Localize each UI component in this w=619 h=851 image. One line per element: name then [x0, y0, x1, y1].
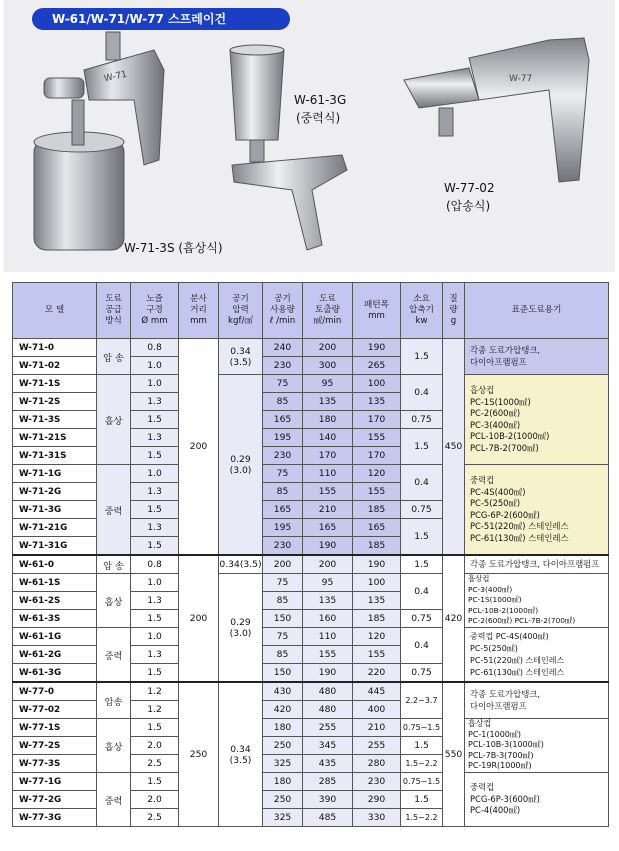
table-row [13, 375, 609, 393]
nozzle-cell: 1.0 [131, 574, 179, 592]
header-feed: 도료 공급 방식 [97, 283, 131, 339]
model-cell: W-61-1S [13, 574, 97, 592]
gun-body-label-w77: W-77 [509, 74, 533, 84]
nozzle-cell: 1.3 [131, 483, 179, 501]
pattern-cell: 185 [353, 537, 401, 556]
container-cell: 각종 도료가압탱크, 다이아프램펌프 [465, 682, 609, 719]
compressor-cell: 0.75 [401, 411, 443, 429]
pattern-cell: 280 [353, 755, 401, 773]
output-cell: 95 [303, 375, 353, 393]
nozzle-cell: 2.5 [131, 755, 179, 773]
weight-cell: 450 [443, 339, 465, 556]
container-cell: 중력컵 PCG-6P-3(600㎖) PC-4(400㎖) [465, 773, 609, 827]
air-cell: 150 [263, 610, 303, 628]
container-cell: 중력컵 PC-4S(400㎖) PC-5(250㎖) PCG-6P-2(600㎖) PC-51(220㎖) 스테인레스 PC-61(130㎖) 스테인레스 [465, 465, 609, 556]
spray-gun-w71-image [14, 30, 214, 260]
table-row [13, 682, 609, 701]
output-cell: 165 [303, 519, 353, 537]
compressor-cell: 0.4 [401, 574, 443, 610]
caption-w77-line2: (압송식) [446, 199, 491, 213]
output-cell: 155 [303, 483, 353, 501]
table-row [13, 628, 609, 646]
pattern-cell: 120 [353, 628, 401, 646]
container-cell: 중력컵 PC-4S(400㎖) PC-5(250㎖) PC-51(220㎖) 스테인레스 PC-61(130㎖) 스테인레스 [465, 628, 609, 683]
pattern-cell: 445 [353, 682, 401, 701]
pressure-cell: 0.29 (3.0) [219, 574, 263, 683]
pattern-cell: 400 [353, 701, 401, 719]
pattern-cell: 230 [353, 773, 401, 791]
nozzle-cell: 1.5 [131, 719, 179, 737]
nozzle-cell: 1.5 [131, 773, 179, 791]
compressor-cell: 0.75~1.5 [401, 719, 443, 737]
output-cell: 140 [303, 429, 353, 447]
nozzle-cell: 1.5 [131, 664, 179, 683]
air-cell: 85 [263, 592, 303, 610]
compressor-cell: 1.5 [401, 555, 443, 574]
nozzle-cell: 2.0 [131, 737, 179, 755]
container-cell: 흡상컵 PC-1(1000㎖) PCL-10B-3(1000㎖) PCL-7B-3(700㎖) PC-19R(1000㎖) [465, 719, 609, 773]
nozzle-cell: 1.3 [131, 592, 179, 610]
header-air: 공기 사용량 ℓ /min [263, 283, 303, 339]
container-cell: 각종 도료가압탱크, 다이아프램펌프 [465, 555, 609, 574]
model-cell: W-77-02 [13, 701, 97, 719]
header-weight: 질 량 g [443, 283, 465, 339]
pressure-cell: 0.29 (3.0) [219, 375, 263, 556]
nozzle-cell: 1.0 [131, 375, 179, 393]
nozzle-cell: 1.5 [131, 610, 179, 628]
table-row [13, 574, 609, 592]
pattern-cell: 190 [353, 555, 401, 574]
caption-w61-line2: (중력식) [296, 111, 341, 125]
model-cell: W-71-31G [13, 537, 97, 556]
compressor-cell: 1.5 [401, 519, 443, 556]
nozzle-cell: 1.2 [131, 682, 179, 701]
table-row [13, 719, 609, 737]
weight-cell: 550 [443, 682, 465, 827]
output-cell: 190 [303, 537, 353, 556]
air-cell: 75 [263, 465, 303, 483]
model-cell: W-71-1S [13, 375, 97, 393]
air-cell: 180 [263, 719, 303, 737]
pattern-cell: 155 [353, 483, 401, 501]
compressor-cell: 1.5~2.2 [401, 755, 443, 773]
nozzle-cell: 0.8 [131, 555, 179, 574]
feed-cell: 압 송 [97, 555, 131, 574]
feed-cell: 흡상 [97, 574, 131, 628]
pattern-cell: 135 [353, 592, 401, 610]
air-cell: 195 [263, 429, 303, 447]
air-cell: 240 [263, 339, 303, 357]
nozzle-cell: 1.5 [131, 537, 179, 556]
pattern-cell: 155 [353, 646, 401, 664]
nozzle-cell: 0.8 [131, 339, 179, 357]
model-cell: W-71-2S [13, 393, 97, 411]
pressure-cell: 0.34 (3.5) [219, 339, 263, 375]
pattern-cell: 290 [353, 791, 401, 809]
nozzle-cell: 1.3 [131, 393, 179, 411]
pattern-cell: 255 [353, 737, 401, 755]
weight-cell: 420 [443, 555, 465, 682]
model-cell: W-77-2G [13, 791, 97, 809]
pattern-cell: 170 [353, 411, 401, 429]
table-row [13, 555, 609, 574]
output-cell: 345 [303, 737, 353, 755]
air-cell: 420 [263, 701, 303, 719]
model-cell: W-61-3S [13, 610, 97, 628]
model-cell: W-71-3S [13, 411, 97, 429]
model-cell: W-71-2G [13, 483, 97, 501]
model-cell: W-77-3G [13, 809, 97, 827]
output-cell: 210 [303, 501, 353, 519]
compressor-cell: 0.4 [401, 628, 443, 664]
header-distance: 분사 거리 mm [179, 283, 219, 339]
air-cell: 85 [263, 646, 303, 664]
output-cell: 255 [303, 719, 353, 737]
air-cell: 85 [263, 483, 303, 501]
model-cell: W-71-3G [13, 501, 97, 519]
header-pressure: 공기 압력 kgf/㎠ [219, 283, 263, 339]
feed-cell: 압 송 [97, 339, 131, 375]
compressor-cell: 2.2~3.7 [401, 682, 443, 719]
header-compressor: 소요 압축기 kw [401, 283, 443, 339]
nozzle-cell: 1.0 [131, 465, 179, 483]
air-cell: 230 [263, 357, 303, 375]
air-cell: 75 [263, 375, 303, 393]
distance-cell: 200 [179, 339, 219, 556]
model-cell: W-77-0 [13, 682, 97, 701]
output-cell: 485 [303, 809, 353, 827]
feed-cell: 흡상 [97, 719, 131, 773]
output-cell: 110 [303, 465, 353, 483]
gun-body-label-w71: W-71 [103, 69, 129, 85]
distance-cell: 200 [179, 555, 219, 682]
feed-cell: 중력 [97, 465, 131, 556]
model-cell: W-77-3S [13, 755, 97, 773]
spec-table [12, 282, 609, 827]
output-cell: 180 [303, 411, 353, 429]
pattern-cell: 155 [353, 429, 401, 447]
pattern-cell: 135 [353, 393, 401, 411]
compressor-cell: 0.75 [401, 610, 443, 628]
header-model: 모 델 [13, 283, 97, 339]
air-cell: 230 [263, 537, 303, 556]
model-cell: W-61-2S [13, 592, 97, 610]
container-cell: 흡상컵 PC-1S(1000㎖) PC-2(600㎖) PC-3(400㎖) PCL-10B-2(1000㎖) PCL-7B-2(700㎖) [465, 375, 609, 465]
nozzle-cell: 2.5 [131, 809, 179, 827]
nozzle-cell: 1.0 [131, 628, 179, 646]
nozzle-cell: 1.3 [131, 519, 179, 537]
output-cell: 160 [303, 610, 353, 628]
pattern-cell: 185 [353, 501, 401, 519]
air-cell: 180 [263, 773, 303, 791]
product-photo-panel [4, 0, 615, 272]
air-cell: 325 [263, 809, 303, 827]
model-cell: W-61-2G [13, 646, 97, 664]
pressure-cell: 0.34(3.5) [219, 555, 263, 574]
air-cell: 250 [263, 791, 303, 809]
model-cell: W-71-21G [13, 519, 97, 537]
output-cell: 480 [303, 682, 353, 701]
output-cell: 200 [303, 555, 353, 574]
compressor-cell: 1.5 [401, 429, 443, 465]
compressor-cell: 1.5 [401, 339, 443, 375]
pattern-cell: 165 [353, 519, 401, 537]
model-cell: W-77-1S [13, 719, 97, 737]
nozzle-cell: 1.3 [131, 646, 179, 664]
output-cell: 300 [303, 357, 353, 375]
output-cell: 190 [303, 664, 353, 683]
output-cell: 110 [303, 628, 353, 646]
pattern-cell: 265 [353, 357, 401, 375]
output-cell: 135 [303, 393, 353, 411]
pattern-cell: 185 [353, 610, 401, 628]
air-cell: 165 [263, 411, 303, 429]
nozzle-cell: 2.0 [131, 791, 179, 809]
model-cell: W-71-1G [13, 465, 97, 483]
air-cell: 200 [263, 555, 303, 574]
air-cell: 75 [263, 574, 303, 592]
feed-cell: 흡상 [97, 375, 131, 465]
model-cell: W-71-21S [13, 429, 97, 447]
model-cell: W-61-3G [13, 664, 97, 683]
compressor-cell: 1.5 [401, 737, 443, 755]
compressor-cell: 0.75~1.5 [401, 773, 443, 791]
compressor-cell: 0.4 [401, 465, 443, 501]
pattern-cell: 100 [353, 574, 401, 592]
model-cell: W-61-1G [13, 628, 97, 646]
output-cell: 285 [303, 773, 353, 791]
output-cell: 480 [303, 701, 353, 719]
output-cell: 435 [303, 755, 353, 773]
header-nozzle: 노즐 구경 Ø mm [131, 283, 179, 339]
distance-cell: 250 [179, 682, 219, 827]
air-cell: 150 [263, 664, 303, 683]
feed-cell: 중력 [97, 773, 131, 827]
nozzle-cell: 1.2 [131, 701, 179, 719]
air-cell: 325 [263, 755, 303, 773]
pattern-cell: 120 [353, 465, 401, 483]
output-cell: 390 [303, 791, 353, 809]
page-title: W-61/W-71/W-77 스프레이건 [32, 8, 290, 30]
compressor-cell: 0.75 [401, 501, 443, 519]
header-container: 표준도료용기 [465, 283, 609, 339]
air-cell: 230 [263, 447, 303, 465]
output-cell: 95 [303, 574, 353, 592]
compressor-cell: 0.4 [401, 375, 443, 411]
model-cell: W-71-31S [13, 447, 97, 465]
header-output: 도료 토출량 ㎖/min [303, 283, 353, 339]
output-cell: 200 [303, 339, 353, 357]
compressor-cell: 1.5~2.2 [401, 809, 443, 827]
air-cell: 250 [263, 737, 303, 755]
pattern-cell: 220 [353, 664, 401, 683]
nozzle-cell: 1.5 [131, 501, 179, 519]
air-cell: 165 [263, 501, 303, 519]
feed-cell: 중력 [97, 628, 131, 683]
nozzle-cell: 1.0 [131, 357, 179, 375]
nozzle-cell: 1.3 [131, 429, 179, 447]
header-pattern: 패턴폭 mm [353, 283, 401, 339]
table-row [13, 339, 609, 357]
output-cell: 135 [303, 592, 353, 610]
pattern-cell: 100 [353, 375, 401, 393]
table-row [13, 773, 609, 791]
air-cell: 430 [263, 682, 303, 701]
model-cell: W-61-0 [13, 555, 97, 574]
pattern-cell: 210 [353, 719, 401, 737]
caption-w61-line1: W-61-3G [294, 93, 347, 107]
header-row [13, 283, 609, 339]
spray-gun-w77-image [399, 30, 609, 190]
air-cell: 75 [263, 628, 303, 646]
pattern-cell: 190 [353, 339, 401, 357]
model-cell: W-77-1G [13, 773, 97, 791]
output-cell: 155 [303, 646, 353, 664]
model-cell: W-71-0 [13, 339, 97, 357]
pattern-cell: 170 [353, 447, 401, 465]
spray-gun-w61-image [222, 40, 372, 260]
output-cell: 170 [303, 447, 353, 465]
container-cell: 각종 도료가압탱크, 다이아프램펌프 [465, 339, 609, 375]
model-cell: W-77-2S [13, 737, 97, 755]
compressor-cell: 1.5 [401, 791, 443, 809]
caption-w77-line1: W-77-02 [444, 181, 495, 195]
nozzle-cell: 1.5 [131, 411, 179, 429]
compressor-cell: 0.75 [401, 664, 443, 683]
caption-w71: W-71-3S (흡상식) [124, 241, 223, 255]
air-cell: 195 [263, 519, 303, 537]
pressure-cell: 0.34 (3.5) [219, 682, 263, 827]
pattern-cell: 330 [353, 809, 401, 827]
feed-cell: 압송 [97, 682, 131, 719]
table-row [13, 465, 609, 483]
model-cell: W-71-02 [13, 357, 97, 375]
container-cell: 흡상컵 PC-3(400㎖) PC-1S(1000㎖) PCL-10B-2(1000㎖) PC-2(600㎖) PCL-7B-2(700㎖) [465, 574, 609, 628]
air-cell: 85 [263, 393, 303, 411]
nozzle-cell: 1.5 [131, 447, 179, 465]
